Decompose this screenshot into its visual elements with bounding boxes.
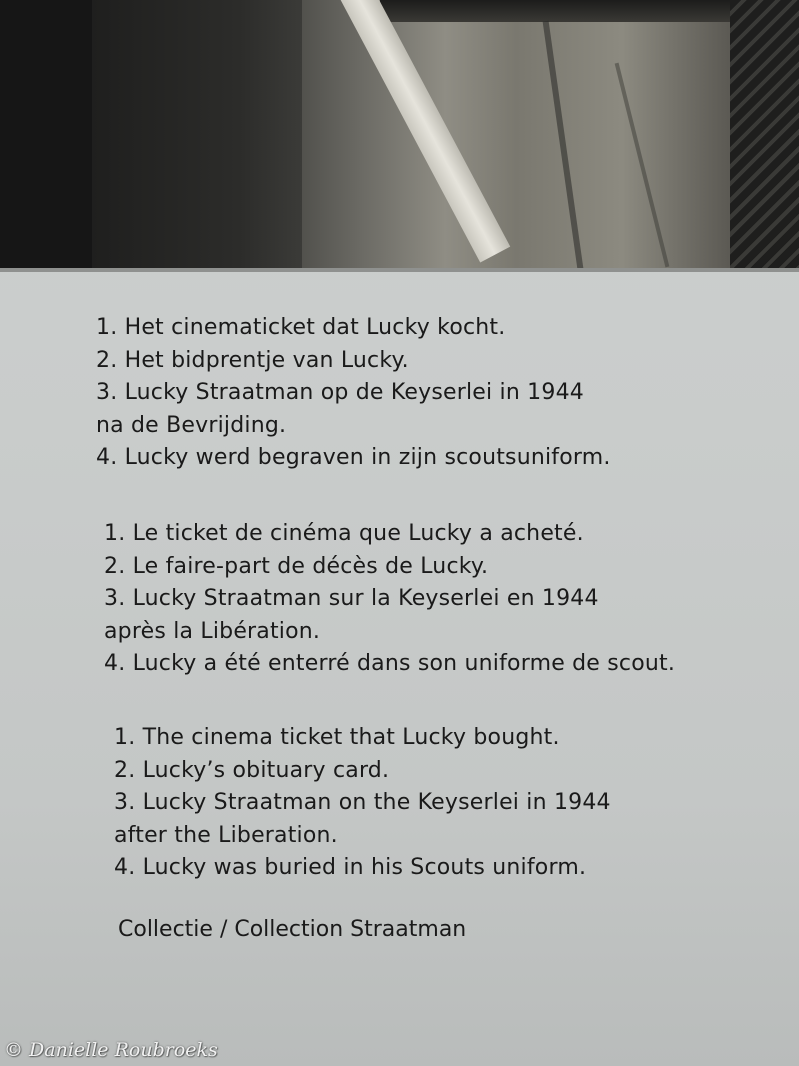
caption-line: 1. Le ticket de cinéma que Lucky a acheté. (104, 521, 584, 546)
caption-line: 3. Lucky Straatman op de Keyserlei in 1944 (96, 380, 584, 405)
caption-line: 2. Lucky’s obituary card. (114, 757, 390, 783)
photo-pattern-edge (730, 0, 799, 270)
caption-line: 1. The cinema ticket that Lucky bought. (114, 725, 560, 750)
photograph (0, 0, 799, 272)
photo-bottom-edge (0, 268, 799, 272)
caption-line: 1. Het cinematicket dat Lucky kocht. (96, 315, 506, 340)
caption-line: 4. Lucky a été enterré dans son uniforme de scout. (104, 651, 676, 676)
collection-credit: Collectie / Collection Straatman (118, 917, 467, 942)
caption-line: na de Bevrijding. (96, 412, 287, 438)
caption-line: 3. Lucky Straatman sur la Keyserlei en 1944 (104, 586, 599, 611)
caption-line: 4. Lucky was buried in his Scouts uniform. (114, 855, 587, 880)
caption-line: après la Libération. (104, 618, 321, 644)
caption-line: after the Liberation. (114, 822, 338, 848)
photo-shadow-left (92, 0, 302, 270)
caption-dutch (96, 312, 611, 475)
caption-line: 4. Lucky werd begraven in zijn scoutsuniform. (96, 445, 611, 470)
caption-french (104, 518, 675, 681)
photographer-watermark: © Danielle Roubroeks (4, 1039, 218, 1061)
photo-shadow-top (380, 0, 740, 22)
caption-line: 2. Het bidprentje van Lucky. (96, 347, 409, 373)
caption-line: 2. Le faire-part de décès de Lucky. (104, 553, 489, 579)
caption-english (114, 722, 611, 885)
caption-line: 3. Lucky Straatman on the Keyserlei in 1944 (114, 790, 611, 815)
